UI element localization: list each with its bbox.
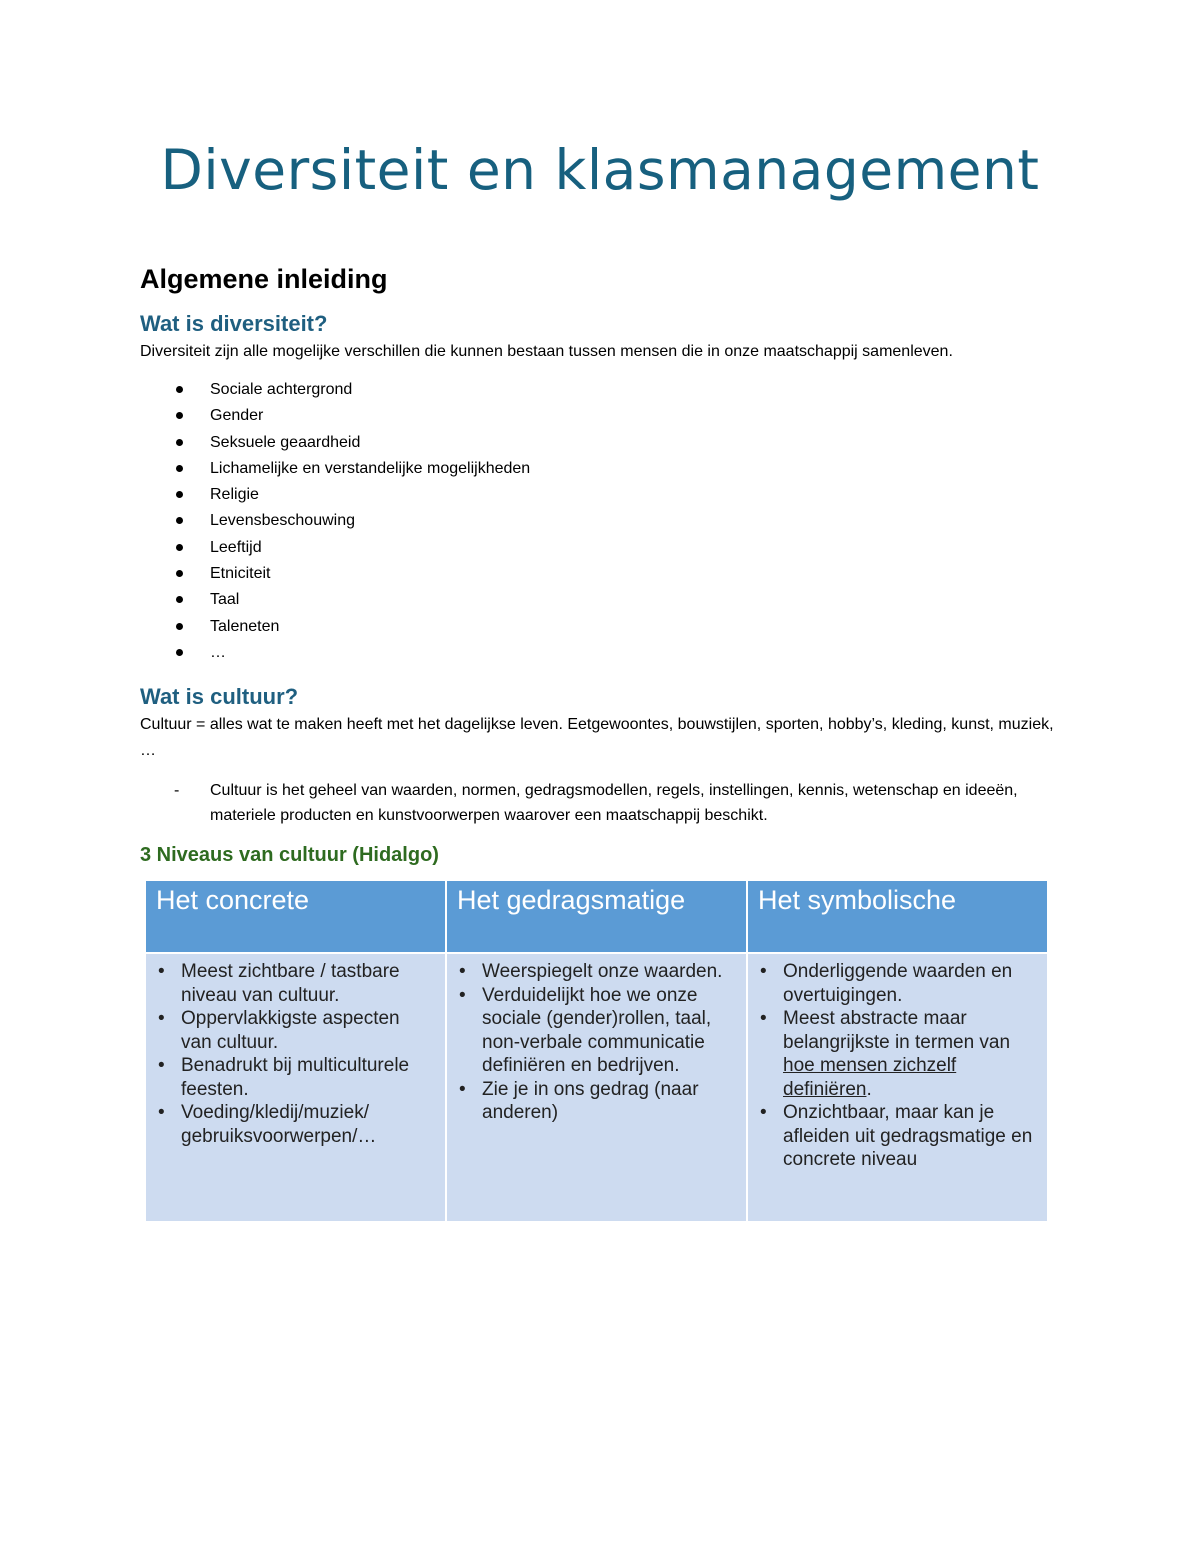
list-item: • Onzichtbaar, maar kan je afleiden uit gedragsmatige en concrete niveau [756,1101,1037,1172]
bullet-icon [176,439,183,446]
diversity-definition: Diversiteit zijn alle mogelijke verschillen die kunnen bestaan tussen mensen die in onze maatschappij samenleven. [140,343,953,360]
section-heading: Algemene inleiding [140,264,388,294]
bullet-icon [176,544,183,551]
list-item: • Benadrukt bij multiculturele feesten. [154,1054,435,1101]
document-title: Diversiteit en klasmanagement [160,138,1040,202]
diversity-list [140,377,530,666]
list-item: Religie [140,482,530,508]
levels-heading: 3 Niveaus van cultuur (Hidalgo) [140,844,439,866]
column-body [146,954,445,1221]
diversity-heading: Wat is diversiteit? [140,311,328,336]
bullet-icon [176,596,183,603]
bullet-icon [176,465,183,472]
dash-marker: - [174,782,180,799]
list-item: Sociale achtergrond [140,377,530,403]
list-item: Lichamelijke en verstandelijke mogelijkheden [140,456,530,482]
culture-dash-text: Cultuur is het geheel van waarden, normen, gedragsmodellen, regels, instellingen, kennis, wetenschap en ideeën, materiele producten en kunstvoorwerpen waarover een maatschappij beschikt. [210,782,1018,824]
list-item: • Onderliggende waarden en overtuigingen. [756,960,1037,1007]
column-header: Het gedragsmatige [447,881,746,952]
culture-heading: Wat is cultuur? [140,684,299,709]
list-item: Gender [140,403,530,429]
underlined-phrase: hoe mensen zichzelf definiëren [783,1055,957,1100]
column-symbolic [748,881,1047,1221]
bullet-icon [176,570,183,577]
column-header: Het concrete [146,881,445,952]
bullet-icon [176,517,183,524]
bullet-icon [176,412,183,419]
list-item: • Zie je in ons gedrag (naar anderen) [455,1078,736,1125]
list-item: Taal [140,587,530,613]
column-behavioral [447,881,746,1221]
list-item: Levensbeschouwing [140,508,530,534]
list-item: Seksuele geaardheid [140,430,530,456]
list-item: • Verduidelijkt hoe we onze sociale (gender)rollen, taal, non-verbale communicatie definiëren en bedrijven. [455,984,736,1078]
list-item: • Voeding/kledij/muziek/ gebruiksvoorwerpen/… [154,1101,435,1148]
list-item: • Oppervlakkigste aspecten van cultuur. [154,1007,435,1054]
culture-levels-table [146,881,1047,1221]
column-body [748,954,1047,1221]
bullet-icon [176,623,183,630]
bullet-icon [176,649,183,656]
list-item: Leeftijd [140,535,530,561]
list-item: • Weerspiegelt onze waarden. [455,960,736,984]
list-item: Etniciteit [140,561,530,587]
column-body [447,954,746,1221]
list-item: • Meest zichtbare / tastbare niveau van cultuur. [154,960,435,1007]
column-header: Het symbolische [748,881,1047,952]
culture-definition: Cultuur = alles wat te maken heeft met het dagelijkse leven. Eetgewoontes, bouwstijlen, sporten, hobby’s, kleding, kunst, muziek, … [140,716,1054,759]
list-item: Taleneten [140,614,530,640]
list-item: … [140,640,530,666]
culture-dash-item [140,778,1060,828]
list-item: • Meest abstracte maar belangrijkste in termen van hoe mensen zichzelf definiëren. [756,1007,1037,1101]
column-concrete [146,881,445,1221]
bullet-icon [176,386,183,393]
bullet-icon [176,491,183,498]
